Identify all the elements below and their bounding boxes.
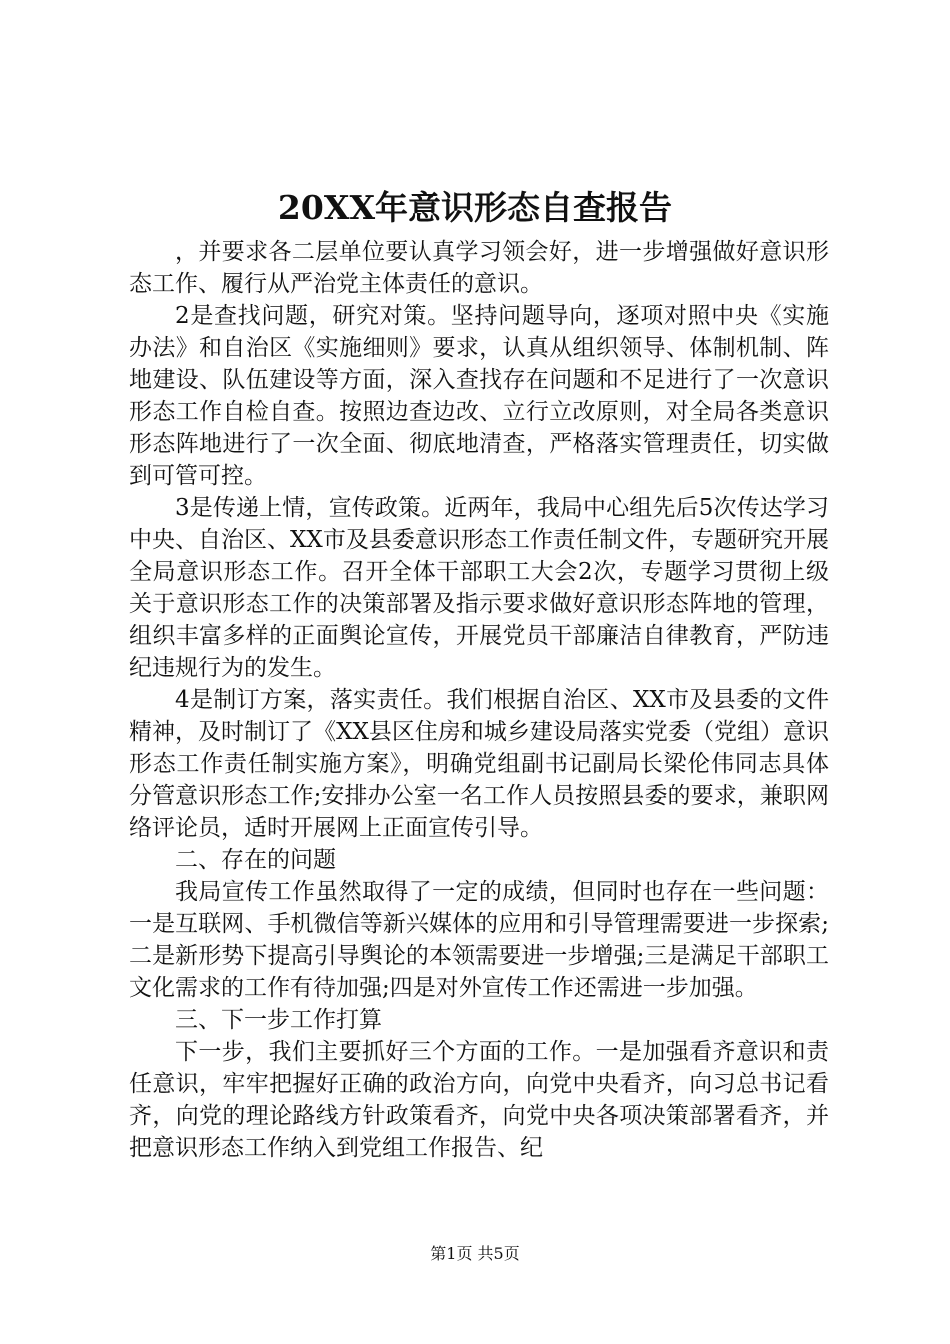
- document-body: [129, 236, 829, 1164]
- section-heading-next-steps: 三、下一步工作打算: [175, 1007, 382, 1033]
- page-number-footer: 第1页 共5页: [430, 1244, 520, 1263]
- paragraph-next-steps: 下一步，我们主要抓好三个方面的工作。一是加强看齐意识和责任意识，牢牢把握好正确的政治方向，向党中央看齐，向习总书记看齐，向党的理论路线方针政策看齐，向党中央各项决策部署看齐，并把意识形态工作纳入到党组工作报告、纪: [129, 1039, 829, 1161]
- section-heading-problems: 二、存在的问题: [175, 847, 336, 873]
- paragraph-item-3: 3是传递上情，宣传政策。近两年，我局中心组先后5次传达学习中央、自治区、XX市及县委意识形态工作责任制文件，专题研究开展全局意识形态工作。召开全体干部职工大会2次，专题学习贯彻上级关于意识形态工作的决策部署及指示要求做好意识形态阵地的管理，组织丰富多样的正面舆论宣传，开展党员干部廉洁自律教育，严防违纪违规行为的发生。: [129, 495, 829, 681]
- document-title: 20XX年意识形态自查报告: [277, 188, 673, 227]
- paragraph-item-2: 2是查找问题，研究对策。坚持问题导向，逐项对照中央《实施办法》和自治区《实施细则》要求，认真从组织领导、体制机制、阵地建设、队伍建设等方面，深入查找存在问题和不足进行了一次意识形态工作自检自查。按照边查边改、立行立改原则，对全局各类意识形态阵地进行了一次全面、彻底地清查，严格落实管理责任，切实做到可管可控。: [129, 303, 829, 489]
- paragraph-item-4: 4是制订方案，落实责任。我们根据自治区、XX市及县委的文件精神，及时制订了《XX县区住房和城乡建设局落实党委（党组）意识形态工作责任制实施方案》，明确党组副书记副局长梁伦伟同志具体分管意识形态工作;安排办公室一名工作人员按照县委的要求，兼职网络评论员，适时开展网上正面宣传引导。: [129, 687, 829, 841]
- paragraph-intro: ，并要求各二层单位要认真学习领会好，进一步增强做好意识形态工作、履行从严治党主体责任的意识。: [129, 239, 829, 297]
- paragraph-problems: 我局宣传工作虽然取得了一定的成绩，但同时也存在一些问题：一是互联网、手机微信等新兴媒体的应用和引导管理需要进一步探索;二是新形势下提高引导舆论的本领需要进一步增强;三是满足干部职工文化需求的工作有待加强;四是对外宣传工作还需进一步加强。: [129, 879, 829, 1001]
